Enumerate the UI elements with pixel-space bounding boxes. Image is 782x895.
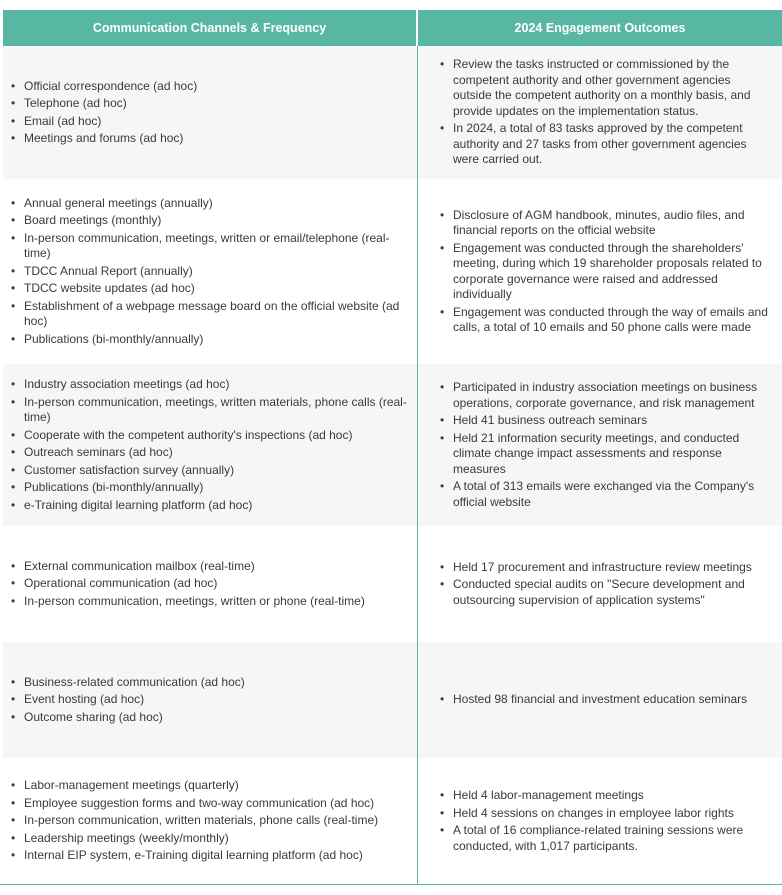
list-item: • e-Training digital learning platform (ad hoc) (11, 498, 413, 514)
channels-cell (3, 179, 418, 364)
list-item: • Engagement was conducted through the shareholders' meeting, during which 19 shareholder proposals related to corporate governance were raised and addressed individually (440, 241, 770, 303)
header-channels: Communication Channels & Frequency (3, 10, 418, 46)
list-item: • Held 41 business outreach seminars (440, 413, 770, 429)
list-item: • TDCC website updates (ad hoc) (11, 281, 413, 297)
list-item: • Industry association meetings (ad hoc) (11, 377, 413, 393)
outcomes-list (440, 206, 770, 338)
channels-list (11, 194, 413, 350)
list-item: • Customer satisfaction survey (annually) (11, 463, 413, 479)
table-row (3, 46, 782, 179)
channels-cell (3, 526, 418, 642)
list-item: • Held 21 information security meetings, and conducted climate change impact assessments and response measures (440, 431, 770, 478)
list-item: • Review the tasks instructed or commissioned by the competent authority and other government agencies outside the competent authority on a monthly basis, and provide updates on the implementation status. (440, 57, 770, 119)
outcomes-cell (418, 46, 782, 179)
list-item: • Outreach seminars (ad hoc) (11, 445, 413, 461)
list-item: • Cooperate with the competent authority's inspections (ad hoc) (11, 428, 413, 444)
list-item: • Operational communication (ad hoc) (11, 576, 413, 592)
channels-list (11, 557, 413, 612)
table-row (3, 642, 782, 758)
table-row (3, 364, 782, 526)
channels-list (11, 776, 413, 866)
list-item: • Engagement was conducted through the way of emails and calls, a total of 10 emails and 50 phone calls were made (440, 305, 770, 336)
outcomes-cell (418, 364, 782, 526)
list-item: • Business-related communication (ad hoc) (11, 675, 413, 691)
table-row (3, 179, 782, 364)
outcomes-cell (418, 642, 782, 758)
engagement-table (3, 10, 782, 884)
list-item: • Hosted 98 financial and investment education seminars (440, 692, 770, 708)
list-item: • Internal EIP system, e-Training digital learning platform (ad hoc) (11, 848, 413, 864)
list-item: • External communication mailbox (real-time) (11, 559, 413, 575)
channels-cell (3, 758, 418, 884)
list-item: • Labor-management meetings (quarterly) (11, 778, 413, 794)
list-item: • Meetings and forums (ad hoc) (11, 131, 413, 147)
header-outcomes: 2024 Engagement Outcomes (514, 21, 686, 35)
outcomes-cell (418, 758, 782, 884)
list-item: • Publications (bi-monthly/annually) (11, 480, 413, 496)
outcomes-list (440, 690, 770, 710)
list-item: • Establishment of a webpage message board on the official website (ad hoc) (11, 299, 413, 330)
table-row (3, 758, 782, 884)
outcomes-list (440, 786, 770, 856)
list-item: • Outcome sharing (ad hoc) (11, 710, 413, 726)
channels-cell (3, 364, 418, 526)
list-item: • In-person communication, written materials, phone calls (real-time) (11, 813, 413, 829)
channels-list (11, 375, 413, 515)
table-row (3, 526, 782, 642)
list-item: • TDCC Annual Report (annually) (11, 264, 413, 280)
list-item: • Disclosure of AGM handbook, minutes, audio files, and financial reports on the official website (440, 208, 770, 239)
list-item: • In-person communication, meetings, written or email/telephone (real-time) (11, 231, 413, 262)
list-item: • In-person communication, meetings, written materials, phone calls (real-time) (11, 395, 413, 426)
list-item: • Publications (bi-monthly/annually) (11, 332, 413, 348)
channels-list (11, 77, 413, 149)
list-item: • A total of 16 compliance-related training sessions were conducted, with 1,017 participants. (440, 823, 770, 854)
list-item: • Board meetings (monthly) (11, 213, 413, 229)
list-item: • Email (ad hoc) (11, 114, 413, 130)
list-item: • In 2024, a total of 83 tasks approved by the competent authority and 27 tasks from other government agencies were carried out. (440, 121, 770, 168)
channels-cell (3, 642, 418, 758)
list-item: • Participated in industry association meetings on business operations, corporate governance, and risk management (440, 380, 770, 411)
list-item: • Held 4 sessions on changes in employee labor rights (440, 806, 770, 822)
list-item: • Held 17 procurement and infrastructure review meetings (440, 560, 770, 576)
table-header (3, 10, 782, 46)
list-item: • Held 4 labor-management meetings (440, 788, 770, 804)
outcomes-cell (418, 526, 782, 642)
table-bottom-border (0, 884, 782, 885)
channels-cell (3, 46, 418, 179)
list-item: • Conducted special audits on "Secure development and outsourcing supervision of application systems" (440, 577, 770, 608)
outcomes-cell (418, 179, 782, 364)
outcomes-list (440, 55, 770, 170)
channels-list (11, 673, 413, 728)
list-item: • Leadership meetings (weekly/monthly) (11, 831, 413, 847)
list-item: • Telephone (ad hoc) (11, 96, 413, 112)
list-item: • Official correspondence (ad hoc) (11, 79, 413, 95)
list-item: • Employee suggestion forms and two-way communication (ad hoc) (11, 796, 413, 812)
list-item: • In-person communication, meetings, written or phone (real-time) (11, 594, 413, 610)
outcomes-list (440, 558, 770, 611)
list-item: • Event hosting (ad hoc) (11, 692, 413, 708)
list-item: • A total of 313 emails were exchanged via the Company's official website (440, 479, 770, 510)
outcomes-list (440, 378, 770, 512)
list-item: • Annual general meetings (annually) (11, 196, 413, 212)
